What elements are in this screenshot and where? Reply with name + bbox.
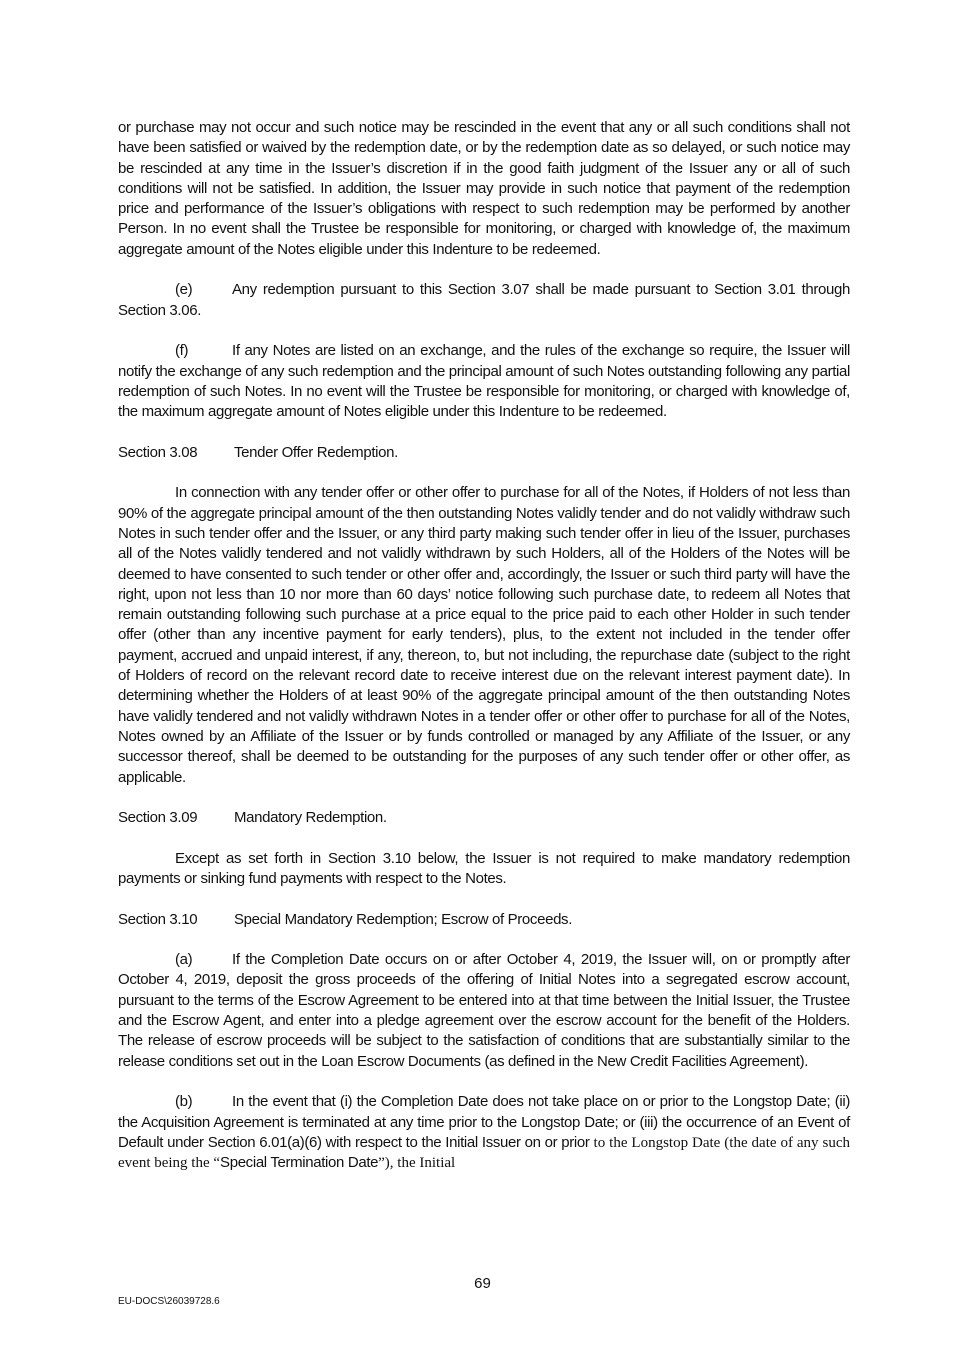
- clause-e-label: (e): [175, 281, 193, 299]
- section-3-09-number: Section 3.09: [118, 809, 198, 827]
- section-3-09-title: Mandatory Redemption.: [234, 809, 387, 827]
- section-3-08-title: Tender Offer Redemption.: [234, 443, 398, 461]
- section-3-08-paragraph: In connection with any tender offer or other offer to purchase for all of the Notes, if Holders of not less than 90% of the aggregate principal amount of the then outstanding Notes validly tender and do not validly withdraw such Notes in such tender offer and the Issuer, or any third party making such tender offer in lieu of the Issuer, purchases all of the Notes validly tendered and not validly withdrawn by such Holders, all of the Holders of the Notes will be deemed to have consented to such tender or other offer and, accordingly, the Issuer or such third party will have the right, upon not less than 10 nor more than 60 days’ notice following such purchase date, to redeem all Notes that remain outstanding following such purchase at a price equal to the price paid to each other Holder in such tender offer (other than any incentive payment for early tenders), plus, to the extent not included in the tender offer payment, accrued and unpaid interest, if any, thereon, to, but not including, the repurchase date (subject to the right of Holders of record on the relevant record date to receive interest due on the relevant interest payment date). In determining whether the Holders of at least 90% of the aggregate principal amount of the then outstanding Notes have validly tendered and not validly withdrawn Notes in a tender offer or other offer to purchase for all of the Notes, Notes owned by an Affiliate of the Issuer or by funds controlled or managed by any Affiliate of the Issuer, or any successor thereof, shall be deemed to be outstanding for the purposes of any such tender offer or other offer, as applicable.: [118, 484, 850, 786]
- section-3-09-paragraph: Except as set forth in Section 3.10 below, the Issuer is not required to make mandatory redemption payments or sinking fund payments with respect to the Notes.: [118, 849, 850, 887]
- document-body: [118, 118, 850, 1194]
- section-3-10-title: Special Mandatory Redemption; Escrow of Proceeds.: [234, 910, 573, 928]
- clause-b-tail-start: to the Longstop Date (the date of any such event being the “: [118, 1134, 850, 1172]
- clause-f-label: (f): [175, 342, 189, 360]
- document-id: EU-DOCS\26039728.6: [118, 1296, 220, 1307]
- clause-e-text: Any redemption pursuant to this Section 3.07 shall be made pursuant to Section 3.01 through Section 3.06.: [118, 281, 850, 319]
- clause-a-label: (a): [175, 951, 193, 969]
- clause-b-label: (b): [175, 1093, 193, 1111]
- continuation-paragraph: or purchase may not occur and such notice may be rescinded in the event that any or all such conditions shall not have been satisfied or waived by the redemption date, or by the redemption date as so delayed, or such notice may be rescinded at any time in the Issuer’s discretion if in the good faith judgment of the Issuer any or all of such conditions will not be satisfied. In addition, the Issuer may provide in such notice that payment of the redemption price and performance of the Issuer’s obligations with respect to such redemption may be performed by another Person. In no event shall the Trustee be responsible for monitoring, or charged with knowledge of, the maximum aggregate amount of the Notes eligible under this Indenture to be redeemed.: [118, 119, 850, 258]
- clause-f-text: If any Notes are listed on an exchange, and the rules of the exchange so require, the Issuer will notify the exchange of any such redemption and the principal amount of such Notes outstanding following any partial redemption of such Notes. In no event will the Trustee be responsible for monitoring, or charged with knowledge of, the maximum aggregate amount of Notes eligible under this Indenture to be redeemed.: [118, 342, 850, 421]
- clause-b-text: In the event that (i) the Completion Date does not take place on or prior to the Longstop Date; (ii) the Acquisition Agreement is terminated at any time prior to the Longstop Date; or (iii) the occurrence of an Event of Default under Section 6.01(a)(6) with respect to the Initial Issuer on or prior: [118, 1093, 850, 1151]
- clause-e-paragraph: [118, 280, 850, 321]
- section-3-10-heading: [118, 910, 850, 930]
- section-3-10-number: Section 3.10: [118, 910, 198, 928]
- section-3-09-heading: [118, 808, 850, 828]
- clause-f-paragraph: [118, 341, 850, 422]
- section-3-08-heading: [118, 443, 850, 463]
- clause-a-text: If the Completion Date occurs on or after October 4, 2019, the Issuer will, on or promptly after October 4, 2019, deposit the gross proceeds of the offering of Initial Notes into a segregated escrow account, pursuant to the terms of the Escrow Agreement to be entered into at that time between the Initial Issuer, the Trustee and the Escrow Agent, and enter into a pledge agreement over the escrow account for the benefit of the Holders. The release of escrow proceeds will be subject to the satisfaction of conditions that are substantially similar to the release conditions set out in the Loan Escrow Documents (as defined in the New Credit Facilities Agreement).: [118, 951, 850, 1070]
- special-termination-date-term: Special Termination Date: [220, 1154, 379, 1172]
- clause-b-paragraph: [118, 1092, 850, 1173]
- clause-b-tail-end: ”), the Initial: [378, 1155, 456, 1172]
- section-3-08-number: Section 3.08: [118, 443, 198, 461]
- page-number: 69: [474, 1275, 491, 1292]
- clause-a-paragraph: [118, 950, 850, 1072]
